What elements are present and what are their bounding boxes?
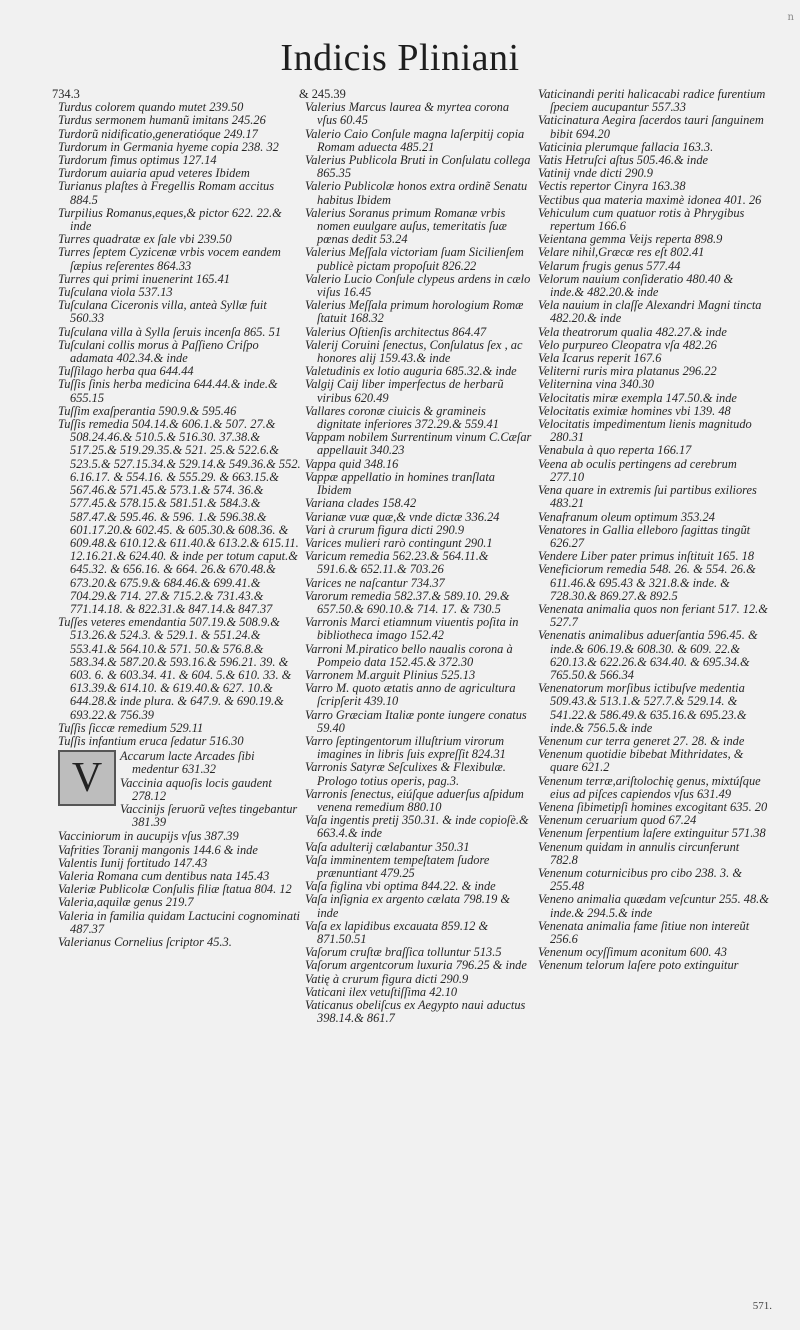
index-entry: Valgij Caij liber imperfectus de herbarũ viribus 620.49	[305, 377, 504, 405]
index-entry: Vatis Hetruſci aſtus 505.46.& inde	[538, 153, 709, 168]
index-entry: Vatinij vnde dicti 290.9	[538, 166, 653, 181]
index-entry: Vena quare in extremis ſui partibus exiliores 483.21	[538, 483, 757, 511]
index-entry: Valerius Publicola Bruti in Conſulatu collega 865.35	[305, 153, 531, 181]
index-entry: Velo purpureo Cleopatra vſa 482.26	[538, 337, 717, 352]
index-entry: Venabula à quo reperta 166.17	[538, 443, 692, 458]
index-entry: Vehiculum cum quatuor rotis à Phrygibus repertum 166.6	[538, 205, 745, 234]
index-entry: Turdorũ nidificatio,generatióque 249.17	[58, 126, 258, 141]
index-entry: Veena ab oculis pertingens ad cerebrum 277.10	[538, 456, 737, 484]
index-entry: Vappæ appellatio in homines tranſlata Ibidem	[305, 469, 495, 498]
index-entry: Valerius Meſſala victoriam ſuam Sicilienſem publicè pictam propoſuit 826.22	[305, 245, 524, 273]
index-entry: Valerius Meſſala primum horologium Romæ ſtatuit 168.32	[305, 298, 524, 326]
index-entry: Turdorum auiaria apud veteres Ibidem	[58, 166, 250, 181]
index-column-left	[52, 87, 303, 949]
index-entry: Vari à crurum figura dicti 290.9	[305, 522, 465, 537]
index-entry: Varro Græciam Italiæ ponte iungere conatus 59.40	[305, 707, 527, 735]
index-entry: Tuſculana viola 537.13	[58, 285, 173, 300]
index-entry: Varicum remedia 562.23.& 564.11.& 591.6.& 652.11.& 703.26	[305, 549, 489, 577]
index-entry: Turianus plaſtes à Fregellis Romam accitus 884.5	[58, 179, 275, 207]
index-entry: Veientana gemma Veijs reperta 898.9	[538, 232, 723, 247]
index-entry: Velocitatis impedimentum lienis magnitudo 280.31	[538, 417, 752, 445]
index-entry: Valeria Romana cum dentibus nata 145.43	[58, 868, 270, 883]
index-entry: Veliternina vina 340.30	[538, 377, 654, 392]
index-entry: Veneno animalia quædam veſcuntur 255. 48.& inde.& 294.5.& inde	[538, 892, 769, 920]
index-entry: Valerij Coruini ſenectus, Conſulatus ſex , ac honores alij 159.43.& inde	[305, 337, 523, 366]
edge-mark: n	[787, 12, 794, 23]
index-entry: Tuſſilago herba qua 644.44	[58, 364, 194, 379]
index-entry: Turres quadratæ ex ſale vbi 239.50	[58, 232, 232, 247]
index-entry: Varronis ſenectus, eiúſque aduerſus aſpidum venena remedium 880.10	[305, 786, 524, 814]
index-entry: Vallares coronæ ciuicis & gramineis dignitate inferiores 372.29.& 559.41	[305, 403, 499, 432]
index-entry: Velare nihil,Græcæ res eſt 802.41	[538, 245, 705, 260]
index-entry: Vela nauium in claſſe Alexandri Magni tincta 482.20.& inde	[538, 298, 762, 326]
index-entry: Turdus colorem quando mutet 239.50	[58, 100, 244, 115]
index-entry: Valeria,aquilæ genus 219.7	[58, 895, 194, 910]
index-entry: Tuſculani collis morus à Paſſieno Criſpo adamata 402.34.& inde	[58, 337, 259, 366]
index-entry: Venenatis animalibus aduerſantia 596.45. & inde.& 606.19.& 608.30. & 609. 22.& 620.13.& 622.26.& 634.40. & 695.34.& 765.50.& 566.34	[538, 628, 758, 682]
index-entry: Varronis Marci etiamnum viuentis poſita in bibliotheca imago 152.42	[305, 615, 519, 643]
index-column-right	[538, 88, 770, 973]
index-entry: Vatię à crurum figura dicti 290.9	[305, 971, 469, 986]
index-entry: Valerio Caio Conſule magna laſerpitij copia Romam aduecta 485.21	[305, 126, 525, 154]
index-entry: Vaccinia aquoſis locis gaudent 278.12	[120, 775, 272, 803]
index-entry: Varronis Satyræ Seſculixes & Flexibulæ. Prologo totius operis, pag.3.	[305, 760, 506, 788]
index-entry: Vaſa imminentem tempeſtatem ſudore prænuntiant 479.25	[305, 852, 490, 880]
index-entry: Velocitatis eximiæ homines vbi 139. 48	[538, 403, 731, 418]
index-entry: Varorum remedia 582.37.& 589.10. 29.& 657.50.& 690.10.& 714. 17. & 730.5	[305, 588, 510, 616]
index-entry: Vaſorum cruſtæ braſſica tolluntur 513.5	[305, 945, 502, 960]
index-entry: Valetudinis ex lotio auguria 685.32.& inde	[305, 364, 517, 379]
index-entry: Venenum cur terra generet 27. 28. & inde	[538, 733, 745, 748]
index-entry: Varro M. quoto ætatis anno de agricultura ſcripſerit 439.10	[305, 681, 516, 709]
index-entry: Vela theatrorum qualia 482.27.& inde	[538, 324, 727, 339]
index-entry: Vappam nobilem Surrentinum vinum C.Cæſar appellauit 340.23	[305, 430, 532, 458]
index-entry: Tuſculana villa à Sylla ſeruis incenſa 865. 51	[58, 324, 282, 339]
index-entry: Venenum ocyſſimum aconitum 600. 43	[538, 945, 727, 960]
continuation-number: 734.3	[52, 87, 80, 101]
index-entry: Venenum quotidie bibebat Mithridates, & quare 621.2	[538, 747, 744, 775]
index-entry: Venenum ſerpentium laſere extinguitur 571.38	[538, 826, 766, 841]
catchword: 571.	[752, 1300, 772, 1312]
index-entry: Vaſorum argentcorum luxuria 796.25 & inde	[305, 958, 527, 973]
index-entry: Vaſa figlina vbi optima 844.22. & inde	[305, 879, 496, 894]
index-entry: Venenatorum morſibus ictibuſve medentia 509.43.& 513.1.& 527.7.& 529.14. & 541.22.& 586.49.& 635.16.& 695.23.& inde.& 756.5.& inde	[538, 681, 747, 735]
index-entry: Tuſſim exaſperantia 590.9.& 595.46	[58, 403, 237, 418]
index-entry: Vela Icarus reperit 167.6	[538, 351, 662, 366]
index-entry: Tuſſis remedia 504.14.& 606.1.& 507. 27.& 508.24.46.& 510.5.& 516.30. 37.38.& 517.25.& 519.29.35.& 521. 25.& 522.6.& 523.5.& 527.15.34.& 529.14.& 549.36.& 552. 6.16.17. & 554.16. & 555.29. & 663.15.& 567.46.& 571.45.& 573.1.& 574. 36.& 577.45.& 578.15.& 581.51.& 584.3.& 587.47.& 595.46. & 596. 1.& 596.38.& 601.17.20.& 602.45. & 605.30.& 608.36. & 609.48.& 610.12.& 611.40.& 613.2.& 615.11. 12.16.21.& 624.40. & inde per totum caput.& 645.32. & 656.16. & 664. 26.& 670.48.& 673.20.& 675.9.& 684.46.& 699.41.& 704.29.& 714. 27.& 715.2.& 731.43.& 771.14.18. & 822.31.& 847.14.& 847.37	[58, 417, 301, 616]
index-entry: Veliterni ruris mira platanus 296.22	[538, 364, 717, 379]
index-entry: Turres qui primi inuenerint 165.41	[58, 271, 230, 286]
index-entry: Vaticanus obeliſcus ex Aegypto naui aductus 398.14.& 861.7	[305, 998, 526, 1026]
index-entry: Velocitatis miræ exempla 147.50.& inde	[538, 390, 737, 405]
index-entry: Vaticani ilex vetuſtiſſima 42.10	[305, 984, 458, 999]
index-entry: Turpilius Romanus,eques,& pictor 622. 22.& inde	[58, 205, 282, 234]
index-entry: Varroni M.piratico bello naualis corona à Pompeio data 152.45.& 372.30	[305, 641, 513, 669]
index-entry: Tuſſis ſinis herba medicina 644.44.& inde.& 655.15	[58, 377, 278, 405]
drop-initial-entries	[120, 750, 303, 829]
index-entry: Turdus sermonem humanũ imitans 245.26	[58, 113, 266, 128]
page-title: Indicis Pliniani	[280, 37, 520, 79]
entry-list	[305, 101, 532, 1025]
entry-list	[538, 88, 770, 973]
index-entry: Vendere Liber pater primus inſtituit 165. 18	[538, 549, 755, 564]
index-entry: Venenum terræ,ariſtolochię genus, mixtúſque eius ad piſces capiendos vſus 631.49	[538, 773, 761, 801]
index-entry: Venenum ceruarium quod 67.24	[538, 813, 697, 828]
index-entry: Venenum coturnicibus pro cibo 238. 3. & 255.48	[538, 865, 742, 894]
index-entry: Valeriæ Publicolæ Conſulis filiæ ſtatua 804. 12	[58, 882, 292, 897]
index-entry: Vaſa ex lapidibus excauata 859.12 & 871.50.51	[305, 918, 489, 946]
index-entry: Vaticinandi periti halicacabi radice furentium ſpeciem aucupantur 557.33	[538, 87, 766, 115]
index-entry: Vaticinia plerumque fallacia 163.3.	[538, 139, 714, 154]
index-entry: Vaſa adulterij cælabantur 350.31	[305, 839, 470, 854]
index-entry: Valerius Soranus primum Romanæ vrbis nomen euulgare auſus, temeritatis ſuæ pœnas dedit 53.24	[305, 205, 507, 247]
index-entry: Accarum lacte Arcades ſibi medentur 631.32	[120, 749, 255, 777]
index-entry: Varices mulieri rarò contingunt 290.1	[305, 535, 493, 550]
index-entry: Valerio Publicolæ honos extra ordinẽ Senatu habitus Ibidem	[305, 179, 528, 207]
index-entry: Vaſa ingentis pretij 350.31. & inde copioſè.& 663.4.& inde	[305, 813, 529, 841]
entry-list	[58, 830, 303, 949]
continuation-number: & 245.39	[299, 87, 346, 101]
index-entry: Varronem M.arguit Plinius 525.13	[305, 667, 476, 682]
drop-initial-block	[58, 750, 303, 829]
index-entry: Vectibus qua materia maximè idonea 401. 26	[538, 192, 762, 207]
index-entry: Tuſſis infantium eruca ſedatur 516.30	[58, 733, 244, 748]
index-entry: Turdorum in Germania hyeme copia 238. 32	[58, 139, 279, 154]
index-entry: Venenum telorum laſere poto extinguitur	[538, 958, 739, 973]
index-entry: Venenum quidam in annulis circunferunt 782.8	[538, 839, 740, 867]
index-entry: Velarum frugis genus 577.44	[538, 258, 681, 273]
index-entry: Valentis Iunij fortitudo 147.43	[58, 855, 208, 870]
index-entry: Velorum nauium conſideratio 480.40 & inde.& 482.20.& inde	[538, 271, 734, 300]
index-entry: Venatores in Gallia elleboro ſagittas tingũt 626.27	[538, 522, 751, 550]
index-entry: Varro ſeptingentorum illuſtrium virorum imagines in libris ſuis expreſſit 824.31	[305, 733, 506, 762]
index-entry: Vafrities Toranij mangonis 144.6 & inde	[58, 842, 258, 857]
index-entry: Vaccinijs ſeruorũ veſtes tingebantur 381.39	[120, 801, 298, 830]
index-entry: Vectis repertor Cinyra 163.38	[538, 179, 686, 194]
index-entry: Valerianus Cornelius ſcriptor 45.3.	[58, 935, 232, 949]
index-entry: Turres ſeptem Cyzicenæ vrbis vocem eandem ſæpius reſerentes 864.33	[58, 245, 281, 273]
index-entry: Venenata animalia quos non feriant 517. 12.& 527.7	[538, 601, 768, 630]
index-entry: Vaticinatura Aegira ſacerdos tauri ſanguinem bibit 694.20	[538, 113, 764, 141]
index-entry: Tuſculana Ciceronis villa, anteà Syllæ fuit 560.33	[58, 298, 267, 326]
index-entry: Valerius Marcus laurea & myrtea corona vſus 60.45	[305, 100, 510, 128]
index-entry: Tuſſes veteres emendantia 507.19.& 508.9.& 513.26.& 524.3. & 529.1. & 551.24.& 553.41.& 564.10.& 571. 50.& 576.8.& 583.34.& 587.20.& 593.16.& 596.21. 39. & 603. 6. & 603.34. 41. & 604. 5.& 610. 33. & 613.39.& 614.10. & 619.40.& 627. 10.& 644.28.& inde plura. & 647.9. & 690.19.& 693.22.& 756.39	[58, 615, 292, 722]
index-column-middle	[299, 87, 532, 1026]
entry-list	[58, 101, 303, 748]
index-entry: Variana clades 158.42	[305, 496, 417, 511]
index-entry: Valerio Lucio Conſule clypeus ardens in cælo viſus 16.45	[305, 271, 531, 300]
drop-initial-ornament: V	[58, 750, 116, 806]
index-entry: Vacciniorum in aucupijs vſus 387.39	[58, 829, 239, 844]
index-entry: Venenata animalia fame ſitiue non intereũt 256.6	[538, 918, 750, 946]
index-entry: Venafranum oleum optimum 353.24	[538, 509, 715, 524]
index-entry: Valeria in familia quidam Lactucini cognominati 487.37	[58, 908, 300, 936]
index-entry: Veneficiorum remedia 548. 26. & 554. 26.& 611.46.& 695.43 & 321.8.& inde. & 728.30.& 869.27.& 892.5	[538, 562, 756, 603]
index-entry: Valerius Oſtienſis architectus 864.47	[305, 324, 487, 339]
index-entry: Vaſa inſignia ex argento cælata 798.19 & inde	[305, 892, 511, 920]
index-entry: Varices ne naſcantur 734.37	[305, 575, 445, 590]
index-entry: Varianæ vuæ quæ,& vnde dictæ 336.24	[305, 509, 500, 524]
index-entry: Tuſſis ſiccæ remedium 529.11	[58, 720, 204, 735]
index-entry: Turdorum fimus optimus 127.14	[58, 153, 217, 168]
index-entry: Vappa quid 348.16	[305, 456, 399, 471]
index-entry: Venena ſibimetipſi homines excogitant 635. 20	[538, 799, 768, 814]
